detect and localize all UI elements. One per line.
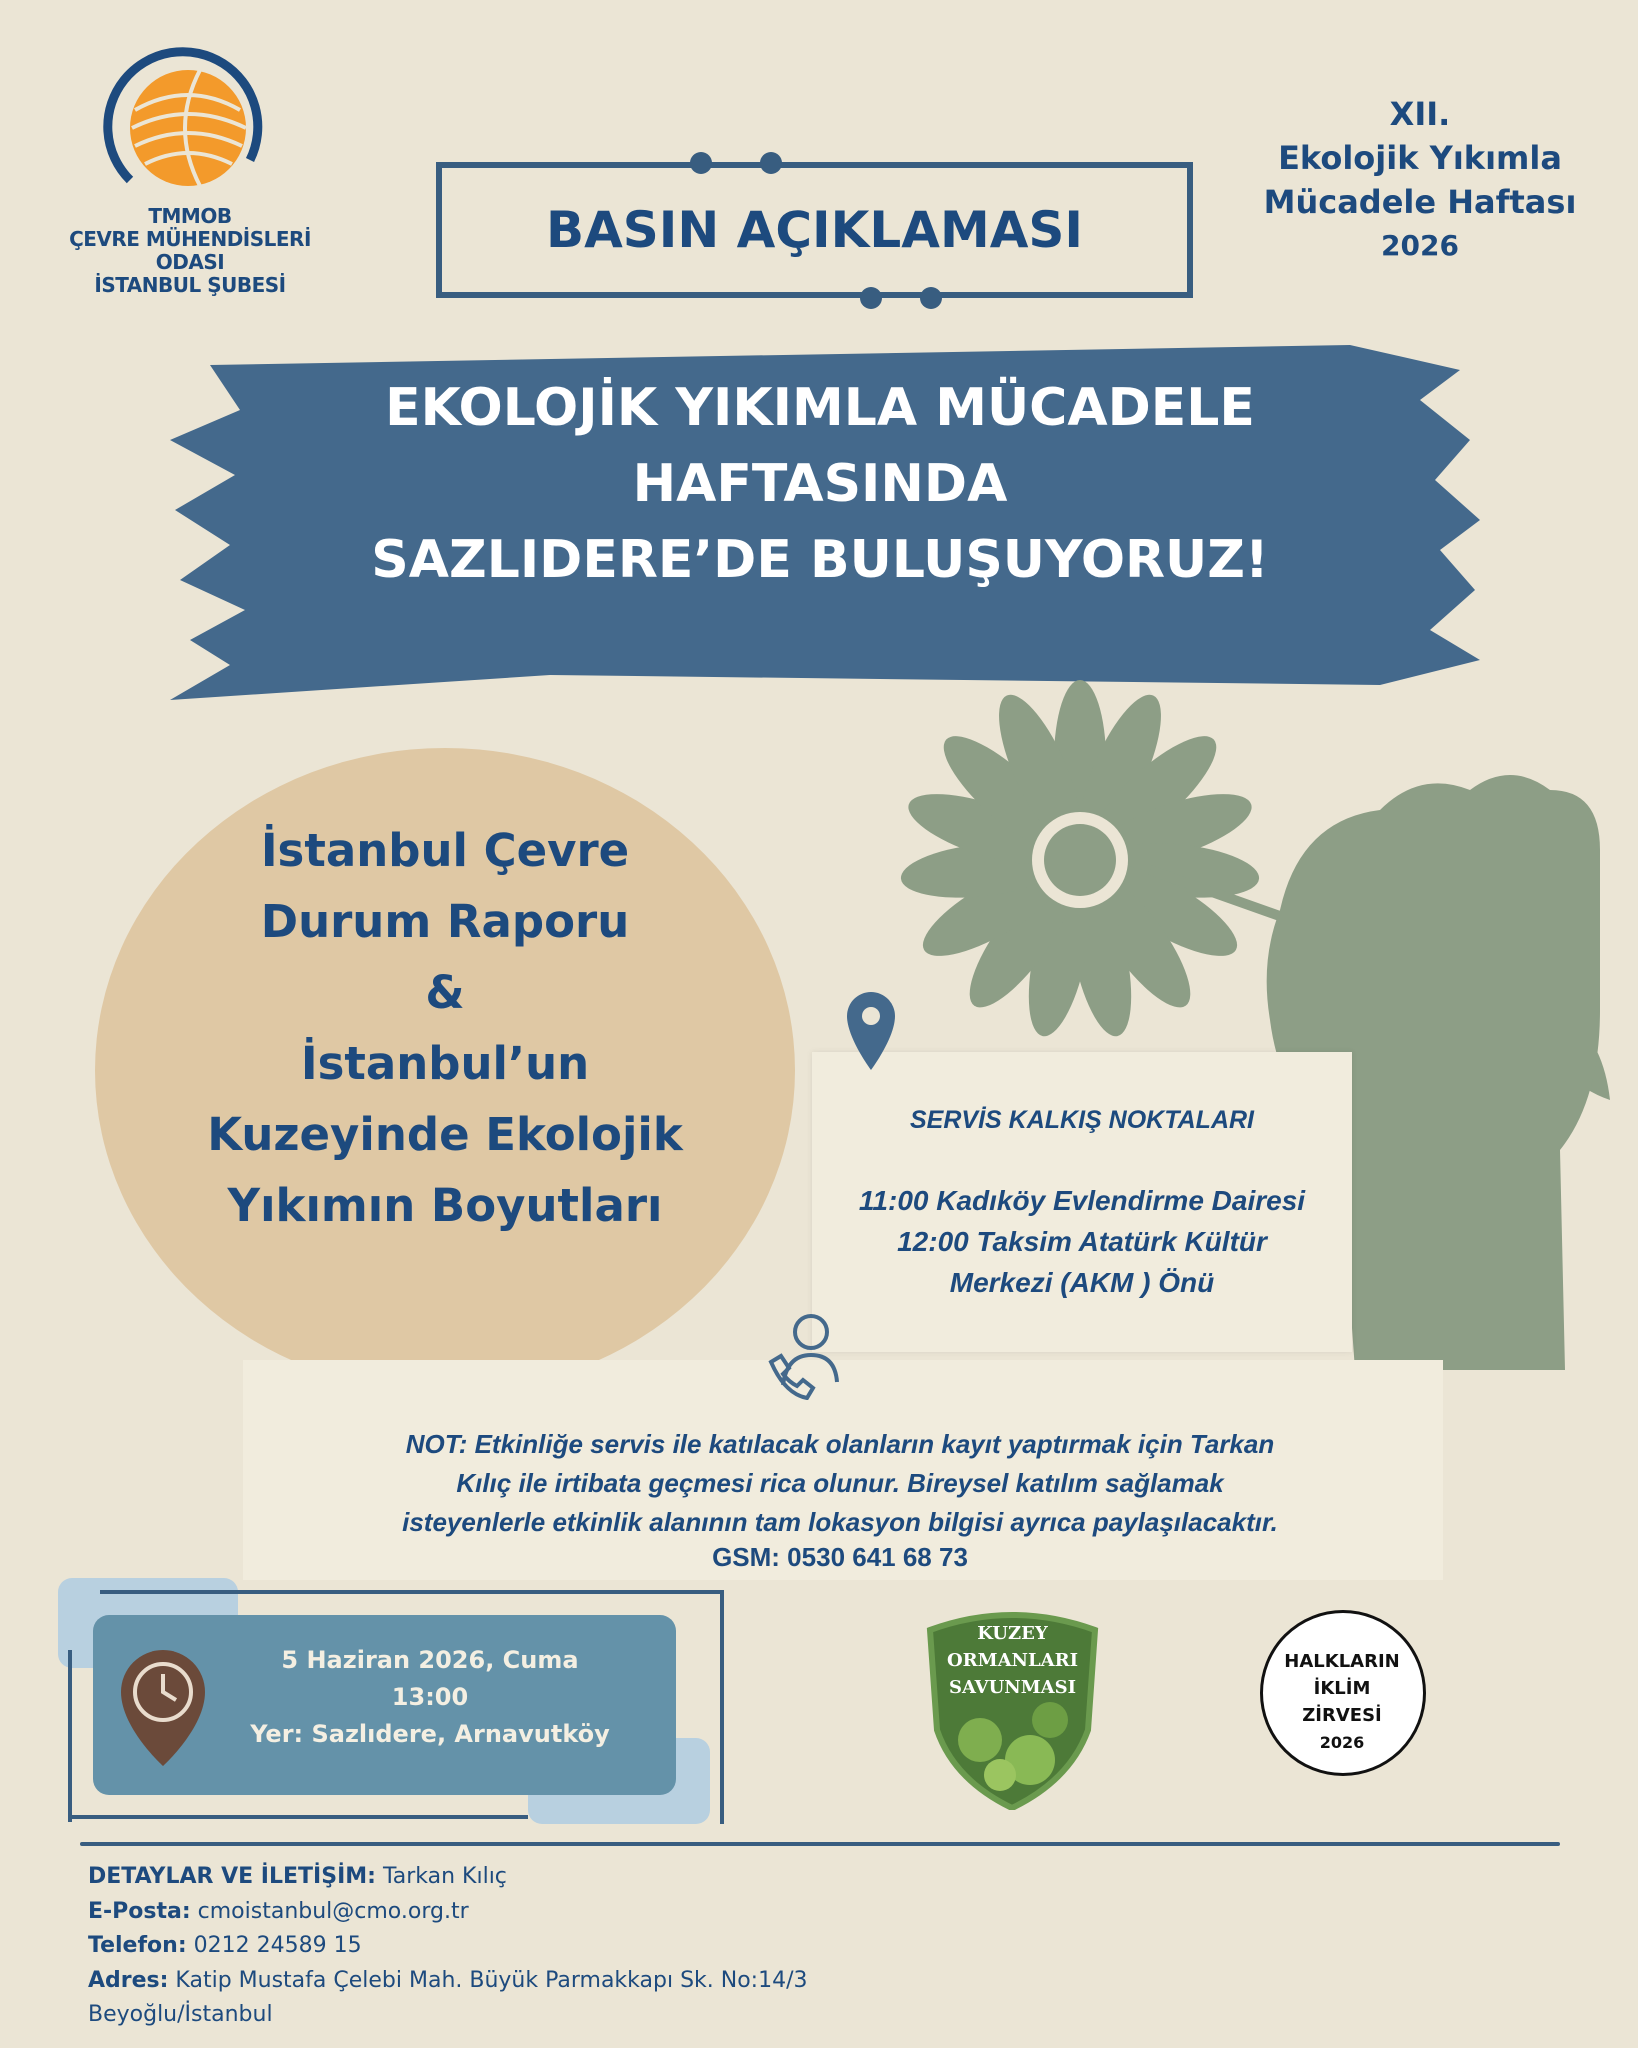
email-label: E-Posta: — [88, 1898, 191, 1924]
contact-details — [88, 1860, 988, 2033]
week-line: Ekolojik Yıkımla — [1278, 139, 1562, 177]
contact-phone-icon — [765, 1310, 845, 1400]
org-logo-icon — [100, 40, 270, 210]
summit-line: 2026 — [1319, 1733, 1365, 1752]
details-label: DETAYLAR VE İLETİŞİM: — [88, 1864, 376, 1889]
address-value: Katip Mustafa Çelebi Mah. Büyük Parmakkapı Sk. No:14/3 — [168, 1967, 808, 1993]
press-title: BASIN AÇIKLAMASI — [545, 201, 1084, 259]
event-details — [210, 1642, 650, 1753]
decor-frame — [68, 1815, 528, 1819]
note-line: Kılıç ile irtibata geçmesi rica olunur. Bireysel katılım sağlamak — [456, 1468, 1224, 1498]
address-line2: Beyoğlu/İstanbul — [88, 2002, 273, 2027]
climate-summit-text — [1262, 1648, 1422, 1756]
phone-value: 0212 24589 15 — [186, 1933, 362, 1958]
event-time: 13:00 — [391, 1683, 469, 1711]
gsm-number: GSM: 0530 641 68 73 — [712, 1542, 968, 1572]
headline-line: HAFTASINDA — [632, 454, 1008, 514]
note-line: NOT: Etkinliğe servis ile katılacak olanların kayıt yaptırmak için Tarkan — [405, 1429, 1275, 1459]
flower-icon — [900, 680, 1262, 1041]
org-name-line: İSTANBUL ŞUBESİ — [94, 273, 286, 297]
decor-frame — [68, 1650, 80, 1822]
week-line: XII. — [1389, 95, 1451, 133]
note-line: isteyenlerle etkinlik alanının tam lokasyon bilgisi ayrıca paylaşılacaktır. — [402, 1507, 1278, 1537]
report-line: İstanbul Çevre — [260, 824, 630, 877]
service-list — [812, 1180, 1352, 1303]
service-line: 12:00 Taksim Atatürk Kültür — [897, 1226, 1267, 1257]
address-row — [88, 1964, 988, 1999]
report-line: Durum Raporu — [260, 895, 630, 948]
note-text — [275, 1425, 1405, 1542]
report-title — [130, 815, 760, 1241]
event-date: 5 Haziran 2026, Cuma — [281, 1646, 579, 1674]
report-line: Yıkımın Boyutları — [227, 1179, 663, 1232]
service-title: SERVİS KALKIŞ NOKTALARI — [910, 1106, 1254, 1134]
report-line: Kuzeyinde Ekolojik — [207, 1108, 683, 1161]
headline-line: EKOLOJİK YIKIMLA MÜCADELE — [385, 378, 1255, 438]
clock-pin-icon — [118, 1648, 208, 1768]
summit-line: İKLİM — [1313, 1678, 1371, 1699]
summit-line: HALKLARIN — [1284, 1651, 1400, 1672]
phone-label: Telefon: — [88, 1933, 187, 1958]
forest-line: SAVUNMASI — [948, 1677, 1077, 1698]
location-pin-icon — [845, 990, 897, 1085]
phone-row — [88, 1929, 988, 1964]
footer-divider — [80, 1842, 1560, 1846]
forest-line: KUZEY — [977, 1623, 1048, 1644]
event-location: Yer: Sazlıdere, Arnavutköy — [250, 1720, 610, 1748]
org-name-line: ÇEVRE MÜHENDİSLERİ ODASI — [69, 227, 311, 274]
headline-line: SAZLIDERE’DE BULUŞUYORUZ! — [371, 530, 1269, 590]
org-name-line: TMMOB — [148, 204, 232, 228]
report-line: İstanbul’un — [300, 1037, 590, 1090]
week-title — [1230, 92, 1610, 268]
org-name — [40, 205, 340, 297]
week-line: Mücadele Haftası — [1263, 183, 1577, 221]
email-value[interactable]: cmoistanbul@cmo.org.tr — [190, 1898, 469, 1924]
service-line: Merkezi (AKM ) Önü — [949, 1267, 1215, 1298]
forest-line: ORMANLARI — [947, 1650, 1078, 1671]
email-row — [88, 1895, 988, 1930]
details-row — [88, 1860, 988, 1895]
summit-line: ZİRVESİ — [1302, 1705, 1382, 1726]
service-line: 11:00 Kadıköy Evlendirme Dairesi — [858, 1185, 1306, 1216]
report-line: & — [425, 966, 465, 1019]
forest-badge-text — [920, 1620, 1105, 1701]
details-value: Tarkan Kılıç — [375, 1864, 507, 1889]
headline — [240, 370, 1400, 598]
address-label: Adres: — [88, 1967, 169, 1993]
week-line: 2026 — [1381, 229, 1459, 262]
